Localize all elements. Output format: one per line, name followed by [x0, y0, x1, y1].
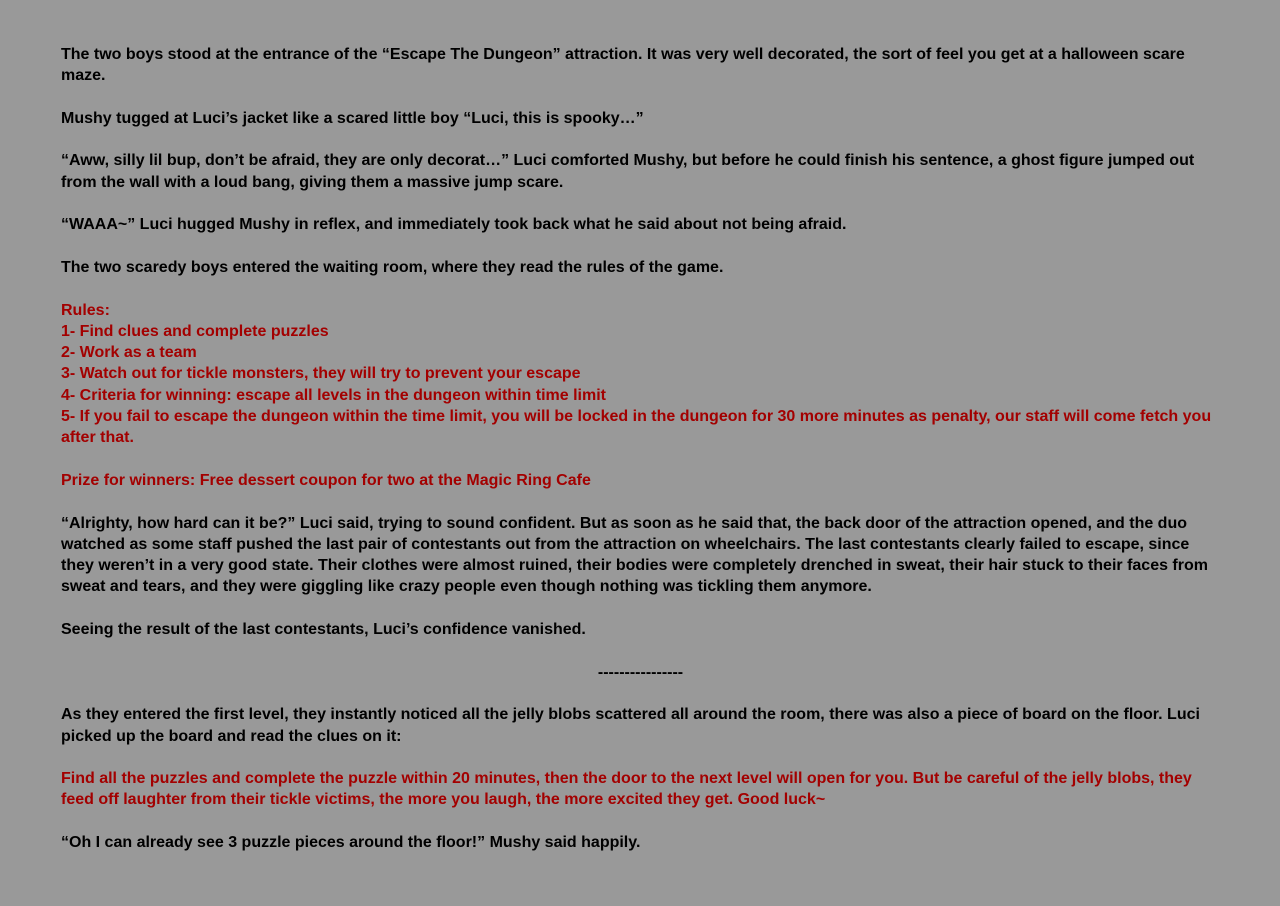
- story-paragraph-confidence-vanished: Seeing the result of the last contestants, Luci’s confidence vanished.: [61, 621, 586, 639]
- story-paragraph-ghost-scare: “Aww, silly lil bup, don’t be afraid, they are only decorat…” Luci comforted Mushy, but before he could finish his sentence, a ghost figure jumped out from the wall with a loud bang, giving them a massive jump scare.: [61, 152, 1195, 191]
- story-paragraph-puzzle-pieces: “Oh I can already see 3 puzzle pieces around the floor!” Mushy said happily.: [61, 833, 641, 851]
- story-paragraph-last-contestants: “Alrighty, how hard can it be?” Luci said, trying to sound confident. But as soon as he said that, the back door of the attraction opened, and the duo watched as some staff pushed the last pair of contestants out from the attraction on wheelchairs. The last contestants clearly failed to escape, since they weren’t in a very good state. Their clothes were almost ruined, their bodies were completely drenched in sweat, their hair stuck to their faces from sweat and tears, and they were giggling like crazy people even though nothing was tickling them anymore.: [61, 514, 1208, 596]
- story-paragraph-waiting-room: The two scaredy boys entered the waiting room, where they read the rules of the game.: [61, 258, 724, 276]
- rules-block: [61, 300, 1220, 449]
- rule-item: 1- Find clues and complete puzzles: [61, 322, 329, 340]
- story-paragraph-entrance: The two boys stood at the entrance of the “Escape The Dungeon” attraction. It was very well decorated, the sort of feel you get at a halloween scare maze.: [61, 46, 1185, 85]
- rule-item: 5- If you fail to escape the dungeon within the time limit, you will be locked in the dungeon for 30 more minutes as penalty, our staff will come fetch you after that.: [61, 408, 1212, 447]
- rule-item: 2- Work as a team: [61, 344, 197, 362]
- prize-text: Prize for winners: Free dessert coupon for two at the Magic Ring Cafe: [61, 471, 591, 489]
- clue-text: Find all the puzzles and complete the puzzle within 20 minutes, then the door to the next level will open for you. But be careful of the jelly blobs, they feed off laughter from their tickle victims, the more you laugh, the more excited they get. Good luck~: [61, 770, 1192, 809]
- story-paragraph-mushy-scared: Mushy tugged at Luci’s jacket like a scared little boy “Luci, this is spooky…”: [61, 109, 644, 127]
- rule-item: 3- Watch out for tickle monsters, they will try to prevent your escape: [61, 365, 581, 383]
- rule-item: 4- Criteria for winning: escape all levels in the dungeon within time limit: [61, 386, 606, 404]
- section-divider: ----------------: [597, 663, 684, 681]
- rules-heading: Rules:: [61, 301, 110, 319]
- story-paragraph-first-level: As they entered the first level, they instantly noticed all the jelly blobs scattered all around the room, there was also a piece of board on the floor. Luci picked up the board and read the clues on it:: [61, 706, 1200, 745]
- story-paragraph-luci-hug: “WAAA~” Luci hugged Mushy in reflex, and immediately took back what he said about not being afraid.: [61, 216, 847, 234]
